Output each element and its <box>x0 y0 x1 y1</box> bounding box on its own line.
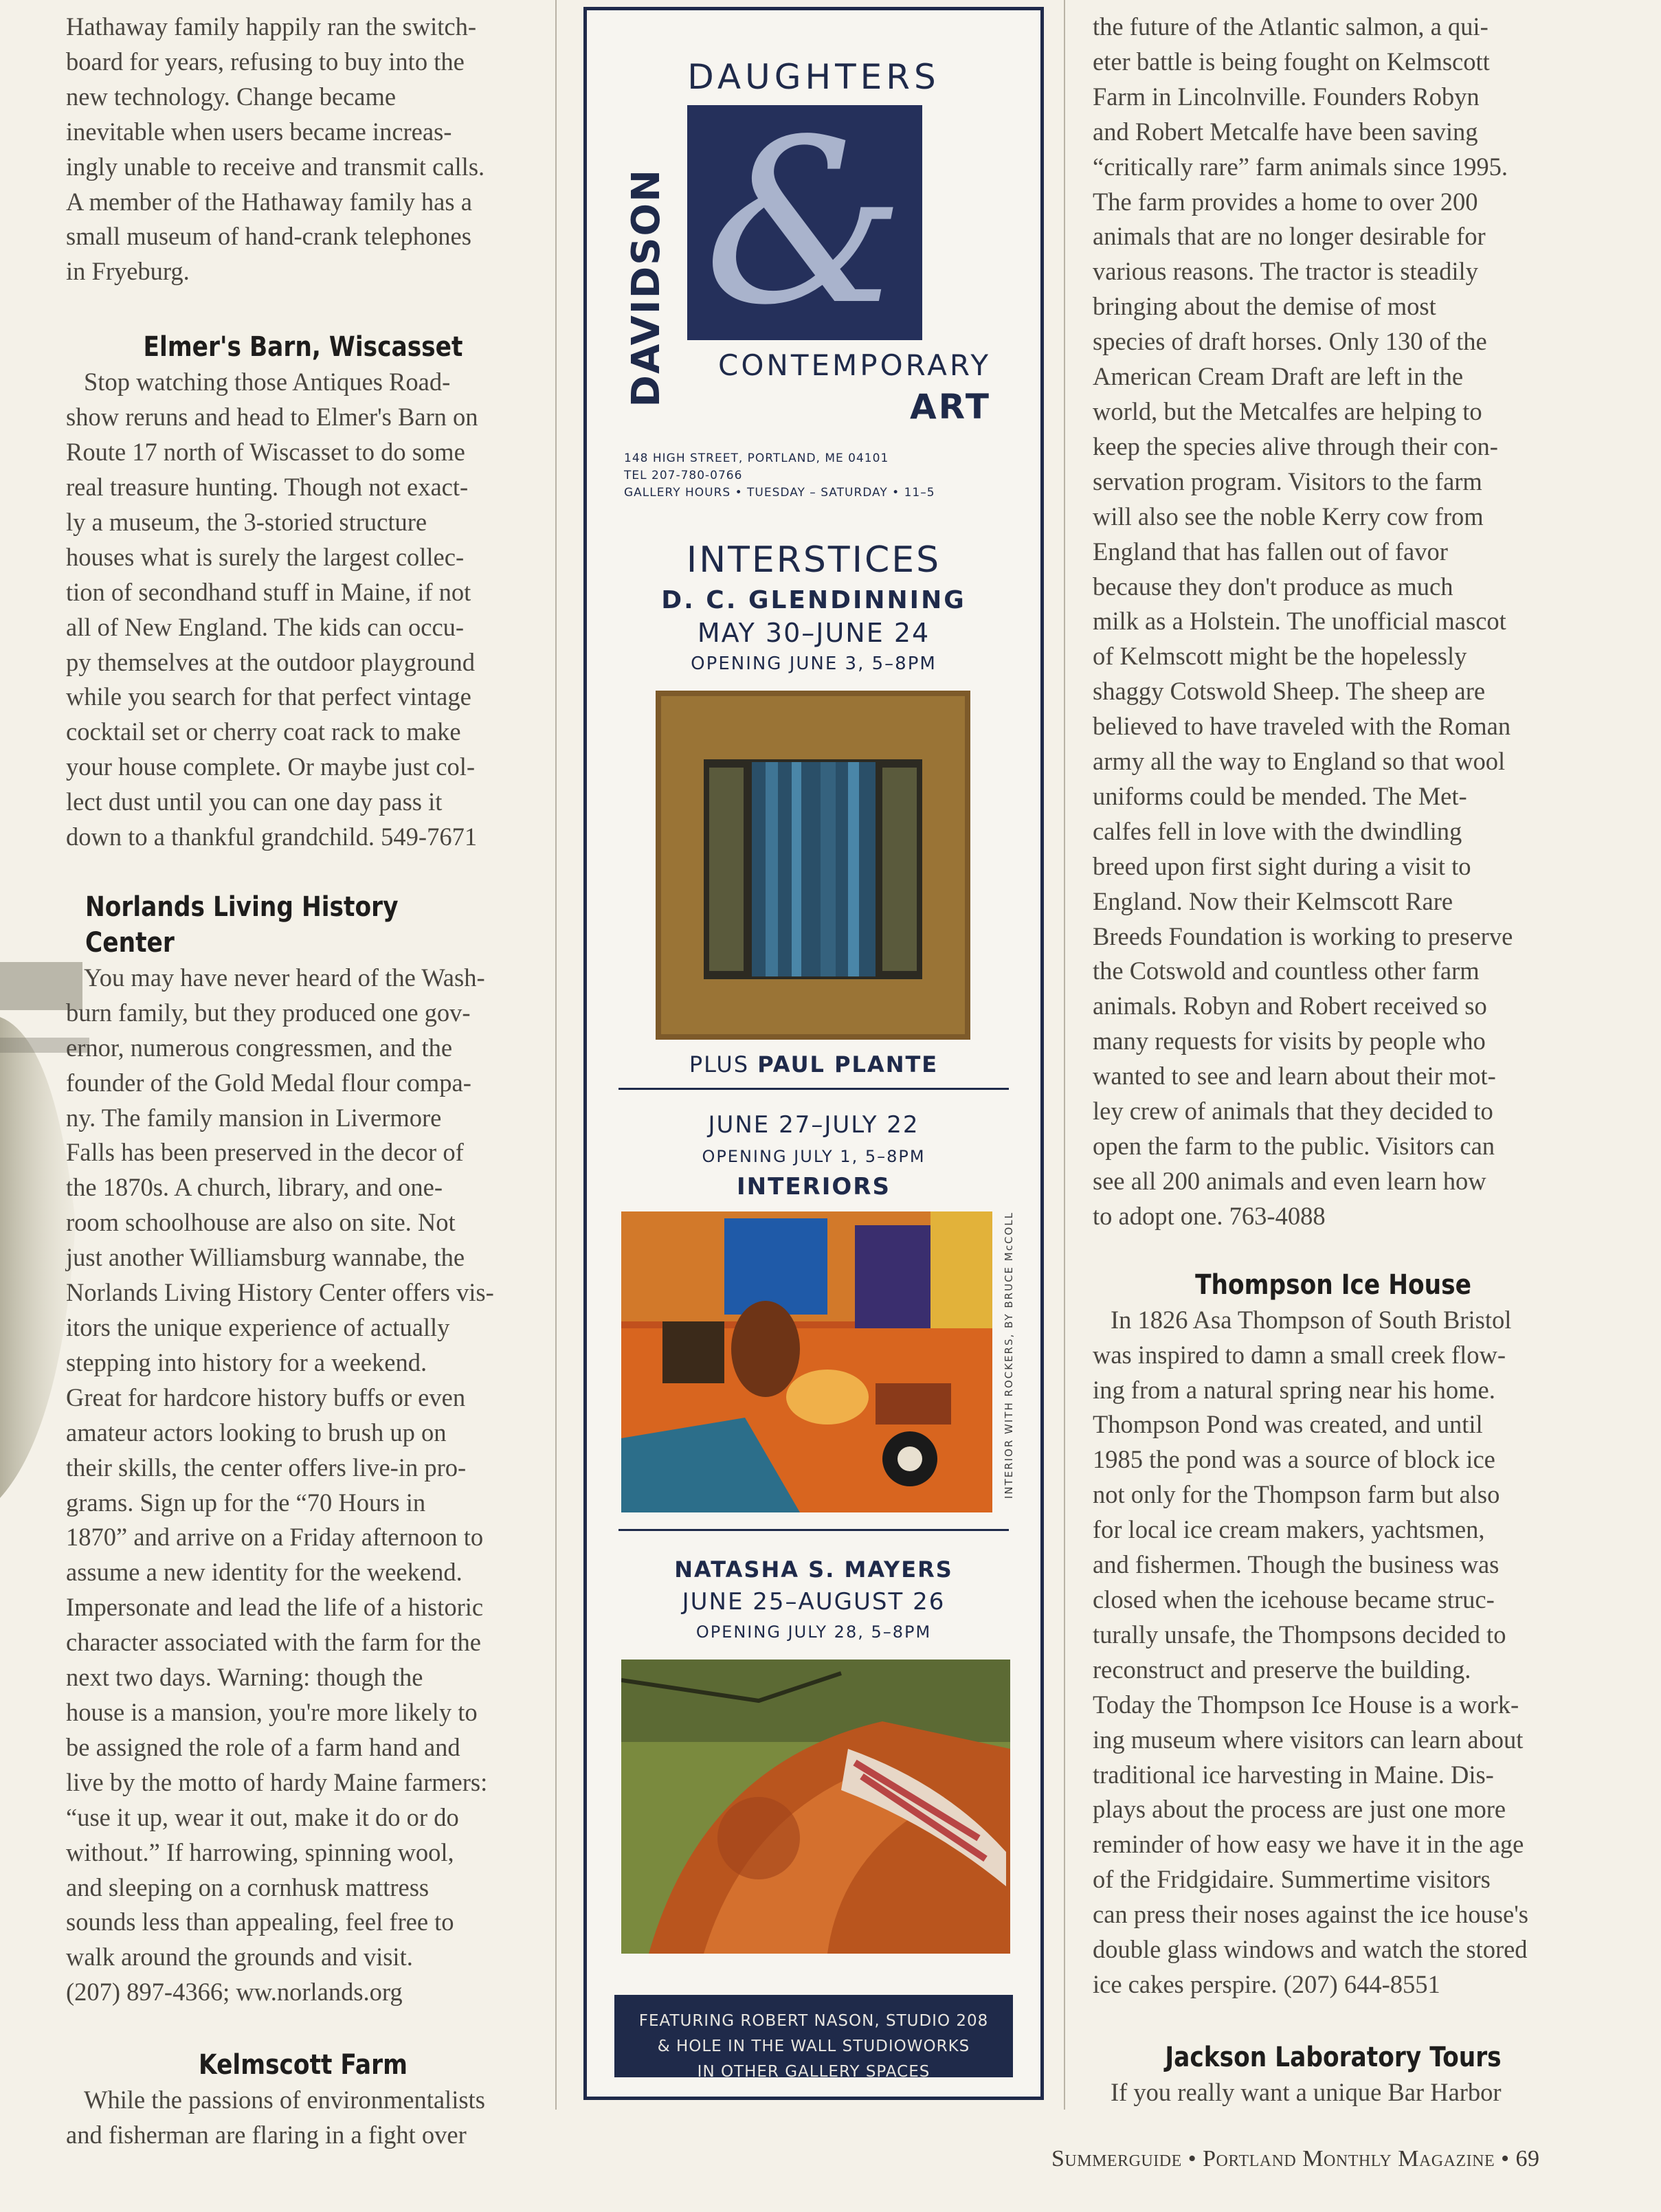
body-line: because they don't produce as much <box>1093 572 1453 601</box>
body-line: closed when the icehouse became struc- <box>1093 1585 1495 1613</box>
body-line: and sleeping on a cornhusk mattress <box>66 1873 430 1901</box>
body-line: down to a thankful grandchild. 549-7671 <box>66 823 478 851</box>
body-line: houses what is surely the largest collec- <box>66 542 465 571</box>
body-line: the Cotswold and countless other farm <box>1093 957 1480 985</box>
body-line: was inspired to damn a small creek flow- <box>1093 1340 1506 1369</box>
footer-line: IN OTHER GALLERY SPACES <box>697 2063 930 2081</box>
show2-opening: OPENING JULY 1, 5–8PM <box>702 1147 926 1166</box>
body-line: new technology. Change became <box>66 82 397 111</box>
body-line: ing museum where visitors can learn about <box>1093 1725 1524 1754</box>
body-line: to adopt one. 763-4088 <box>1093 1201 1326 1230</box>
show1-artist: D. C. GLENDINNING <box>661 586 966 614</box>
body-line: the 1870s. A church, library, and one- <box>66 1173 443 1202</box>
body-line: founder of the Gold Medal flour compa- <box>66 1068 471 1097</box>
right-column <box>1093 0 1574 2110</box>
body-line: eter battle is being fought on Kelmscott <box>1093 47 1490 76</box>
body-line: If you really want a unique Bar Harbor <box>1111 2077 1502 2106</box>
body-line: for local ice cream makers, yachtsmen, <box>1093 1515 1485 1544</box>
body-line: live by the motto of hardy Maine farmers: <box>66 1767 488 1796</box>
ampersand-glyph: & <box>704 91 906 355</box>
column-rule-right <box>1064 0 1065 2110</box>
body-line: just another Williamsburg wannabe, the <box>66 1243 465 1272</box>
body-line: ernor, numerous congressmen, and the <box>66 1033 453 1062</box>
body-line: world, but the Metcalfes are helping to <box>1093 396 1482 425</box>
ad-divider <box>618 1529 1009 1531</box>
ad-art: ART <box>909 387 991 427</box>
body-line: assume a new identity for the weekend. <box>66 1558 462 1587</box>
body-line: lect dust until you can one day pass it <box>66 787 443 816</box>
body-line: show reruns and head to Elmer's Barn on <box>66 403 478 432</box>
body-line: milk as a Holstein. The unofficial mascot <box>1093 607 1506 636</box>
body-line: sounds less than appealing, feel free to <box>66 1908 454 1936</box>
body-line: uniforms could be mended. The Met- <box>1093 781 1467 810</box>
body-line: many requests for visits by people who <box>1093 1027 1486 1055</box>
body-line: bringing about the demise of most <box>1093 292 1436 321</box>
show3-opening: OPENING JULY 28, 5–8PM <box>695 1622 932 1642</box>
ad-davidson-vertical <box>624 168 669 407</box>
ad-davidson-text: DAVIDSON <box>624 168 669 407</box>
body-line: Today the Thompson Ice House is a work- <box>1093 1690 1519 1719</box>
caption-text: INTERIOR WITH ROCKERS, BY BRUCE McCOLL <box>1003 1211 1015 1499</box>
body-line: can press their noses against the ice house's <box>1093 1900 1528 1929</box>
ad-telephone: TEL 207-780-0766 <box>624 469 743 482</box>
body-line: will also see the noble Kerry cow from <box>1093 502 1484 530</box>
ad-gallery-hours: GALLERY HOURS • TUESDAY – SATURDAY • 11–5 <box>624 486 935 500</box>
body-line: Route 17 north of Wiscasset to do some <box>66 438 465 467</box>
body-line: your house complete. Or maybe just col- <box>66 752 475 781</box>
body-line: wanted to see and learn about their mot- <box>1093 1062 1496 1091</box>
body-line: in Fryeburg. <box>66 257 190 286</box>
body-line: shaggy Cotswold Sheep. The sheep are <box>1093 677 1486 706</box>
show3-dates: JUNE 25–AUGUST 26 <box>682 1588 946 1616</box>
body-line: see all 200 animals and even learn how <box>1093 1166 1486 1195</box>
body-line: England that has fallen out of favor <box>1093 537 1448 566</box>
body-line: turally unsafe, the Thompsons decided to <box>1093 1620 1506 1649</box>
body-line: ing from a natural spring near his home. <box>1093 1375 1495 1404</box>
ad-contemporary: CONTEMPORARY <box>718 348 991 382</box>
body-line: 1985 the pond was a source of block ice <box>1093 1445 1495 1474</box>
body-line: ice cakes perspire. (207) 644-8551 <box>1093 1969 1440 1998</box>
body-line: army all the way to England so that wool <box>1093 747 1506 776</box>
plus-prefix: PLUS <box>689 1051 758 1077</box>
show2-dates: JUNE 27–JULY 22 <box>708 1111 919 1139</box>
body-line: Farm in Lincolnville. Founders Robyn <box>1093 82 1480 111</box>
show3-artist: NATASHA S. MAYERS <box>674 1556 953 1583</box>
footer-line: FEATURING ROBERT NASON, STUDIO 208 <box>638 2012 989 2030</box>
show1-title: INTERSTICES <box>686 539 941 581</box>
body-line: England. Now their Kelmscott Rare <box>1093 886 1453 915</box>
plus-line <box>587 1051 1040 1077</box>
show2-title: INTERIORS <box>737 1173 891 1200</box>
body-line: plays about the process are just one more <box>1093 1795 1506 1824</box>
body-line: various reasons. The tractor is steadily <box>1093 257 1478 286</box>
plus-artist: PAUL PLANTE <box>757 1051 939 1077</box>
body-line: and fishermen. Though the business was <box>1093 1550 1500 1579</box>
body-line: animals. Robyn and Robert received so <box>1093 992 1487 1020</box>
body-line: animals that are no longer desirable for <box>1093 222 1486 251</box>
body-line: grams. Sign up for the “70 Hours in <box>66 1488 426 1517</box>
body-line: small museum of hand-crank telephones <box>66 222 471 251</box>
body-line: walk around the grounds and visit. <box>66 1943 413 1971</box>
body-line: believed to have traveled with the Roman <box>1093 712 1511 741</box>
show1-opening: OPENING JUNE 3, 5–8PM <box>691 653 937 674</box>
painting-caption <box>1003 1211 1016 1514</box>
mayers-painting <box>621 1660 1010 1954</box>
body-line: keep the species alive through their con- <box>1093 432 1498 460</box>
section-heading-elmers-barn: Elmer's Barn, Wiscasset <box>143 331 463 364</box>
body-line: Stop watching those Antiques Road- <box>84 368 451 396</box>
body-line: while you search for that perfect vintage <box>66 682 471 711</box>
body-line: reminder of how easy we have it in the age <box>1093 1830 1524 1859</box>
ad-divider <box>618 1088 1009 1090</box>
body-line: In 1826 Asa Thompson of South Bristol <box>1111 1305 1512 1334</box>
body-line: room schoolhouse are also on site. Not <box>66 1208 456 1237</box>
body-line: The farm provides a home to over 200 <box>1093 187 1478 216</box>
show1-dates: MAY 30–JUNE 24 <box>697 618 930 648</box>
body-line: inevitable when users became increas- <box>66 117 452 146</box>
body-line: You may have never heard of the Wash- <box>84 963 485 992</box>
gallery-advertisement <box>583 7 1044 2100</box>
body-line: and Robert Metcalfe have been saving <box>1093 117 1478 146</box>
body-line: py themselves at the outdoor playground <box>66 647 476 676</box>
ad-footer-banner <box>614 1995 1013 2081</box>
page-folio: Summerguide • Portland Monthly Magazine • 69 <box>1051 2146 1540 2171</box>
body-line: Breeds Foundation is working to preserve <box>1093 921 1513 950</box>
body-line: house is a mansion, you're more likely to <box>66 1697 478 1726</box>
body-line: Norlands Living History Center offers vis- <box>66 1278 494 1307</box>
body-line: calfes fell in love with the dwindling <box>1093 816 1462 845</box>
body-line: of Kelmscott might be the hopelessly <box>1093 642 1467 671</box>
body-line: stepping into history for a weekend. <box>66 1348 427 1376</box>
body-line: Hathaway family happily ran the switch- <box>66 12 476 41</box>
section-heading-jackson-laboratory: Jackson Laboratory Tours <box>1165 2041 1502 2073</box>
body-line: While the passions of environmentalists <box>84 2086 485 2114</box>
body-line: and fisherman are flaring in a fight over <box>66 2121 467 2149</box>
body-line: be assigned the role of a farm hand and <box>66 1732 460 1761</box>
interior-with-rockers-painting <box>621 1211 992 1512</box>
section-heading-norlands: Norlands Living History Center <box>85 891 399 959</box>
body-line: ley crew of animals that they decided to <box>1093 1097 1493 1126</box>
body-line: Thompson Pond was created, and until <box>1093 1410 1483 1439</box>
body-line: tion of secondhand stuff in Maine, if not <box>66 577 471 606</box>
body-line: species of draft horses. Only 130 of the <box>1093 327 1487 356</box>
glendinning-painting <box>656 691 970 1040</box>
body-line: real treasure hunting. Though not exact- <box>66 472 469 501</box>
body-line: next two days. Warning: though the <box>66 1663 423 1692</box>
body-line: double glass windows and watch the stored <box>1093 1935 1528 1964</box>
body-line: ly a museum, the 3-storied structure <box>66 507 427 536</box>
body-line: (207) 897-4366; ww.norlands.org <box>66 1978 403 2007</box>
body-line: open the farm to the public. Visitors can <box>1093 1132 1495 1160</box>
body-line: Impersonate and lead the life of a historic <box>66 1593 484 1622</box>
ad-address: 148 HIGH STREET, PORTLAND, ME 04101 <box>624 451 889 465</box>
ampersand-logo <box>687 91 922 355</box>
body-line: board for years, refusing to buy into the <box>66 47 465 76</box>
body-line: ingly unable to receive and transmit calls. <box>66 152 485 181</box>
body-line: reconstruct and preserve the building. <box>1093 1655 1471 1684</box>
section-heading-thompson-ice-house: Thompson Ice House <box>1195 1269 1471 1301</box>
body-line: amateur actors looking to brush up on <box>66 1418 447 1446</box>
body-line: Falls has been preserved in the decor of <box>66 1138 464 1167</box>
body-line: of the Fridgidaire. Summertime visitors <box>1093 1865 1491 1894</box>
ad-daughters: DAUGHTERS <box>687 57 940 97</box>
body-line: ny. The family mansion in Livermore <box>66 1103 442 1132</box>
body-line: character associated with the farm for the <box>66 1628 481 1657</box>
body-line: burn family, but they produced one gov- <box>66 998 471 1027</box>
footer-line: & HOLE IN THE WALL STUDIOWORKS <box>657 2037 970 2055</box>
body-line: servation program. Visitors to the farm <box>1093 467 1482 495</box>
body-line: breed upon first sight during a visit to <box>1093 851 1471 880</box>
column-rule-left <box>555 0 557 2110</box>
left-column <box>66 0 540 2153</box>
body-line: the future of the Atlantic salmon, a qui- <box>1093 12 1489 41</box>
body-line: without.” If harrowing, spinning wool, <box>66 1837 454 1866</box>
body-line: all of New England. The kids can occu- <box>66 612 465 641</box>
body-line: not only for the Thompson farm but also <box>1093 1480 1500 1509</box>
body-line: “critically rare” farm animals since 1995. <box>1093 152 1508 181</box>
body-line: A member of the Hathaway family has a <box>66 187 472 216</box>
body-line: traditional ice harvesting in Maine. Dis- <box>1093 1760 1494 1789</box>
body-line: “use it up, wear it out, make it do or do <box>66 1802 459 1831</box>
body-line: their skills, the center offers live-in pro- <box>66 1453 467 1482</box>
body-line: itors the unique experience of actually <box>66 1313 450 1341</box>
section-heading-kelmscott-farm: Kelmscott Farm <box>199 2049 408 2081</box>
body-line: Great for hardcore history buffs or even <box>66 1383 466 1411</box>
body-line: cocktail set or cherry coat rack to make <box>66 717 461 746</box>
body-line: 1870” and arrive on a Friday afternoon to <box>66 1523 484 1552</box>
body-line: American Cream Draft are left in the <box>1093 362 1464 391</box>
